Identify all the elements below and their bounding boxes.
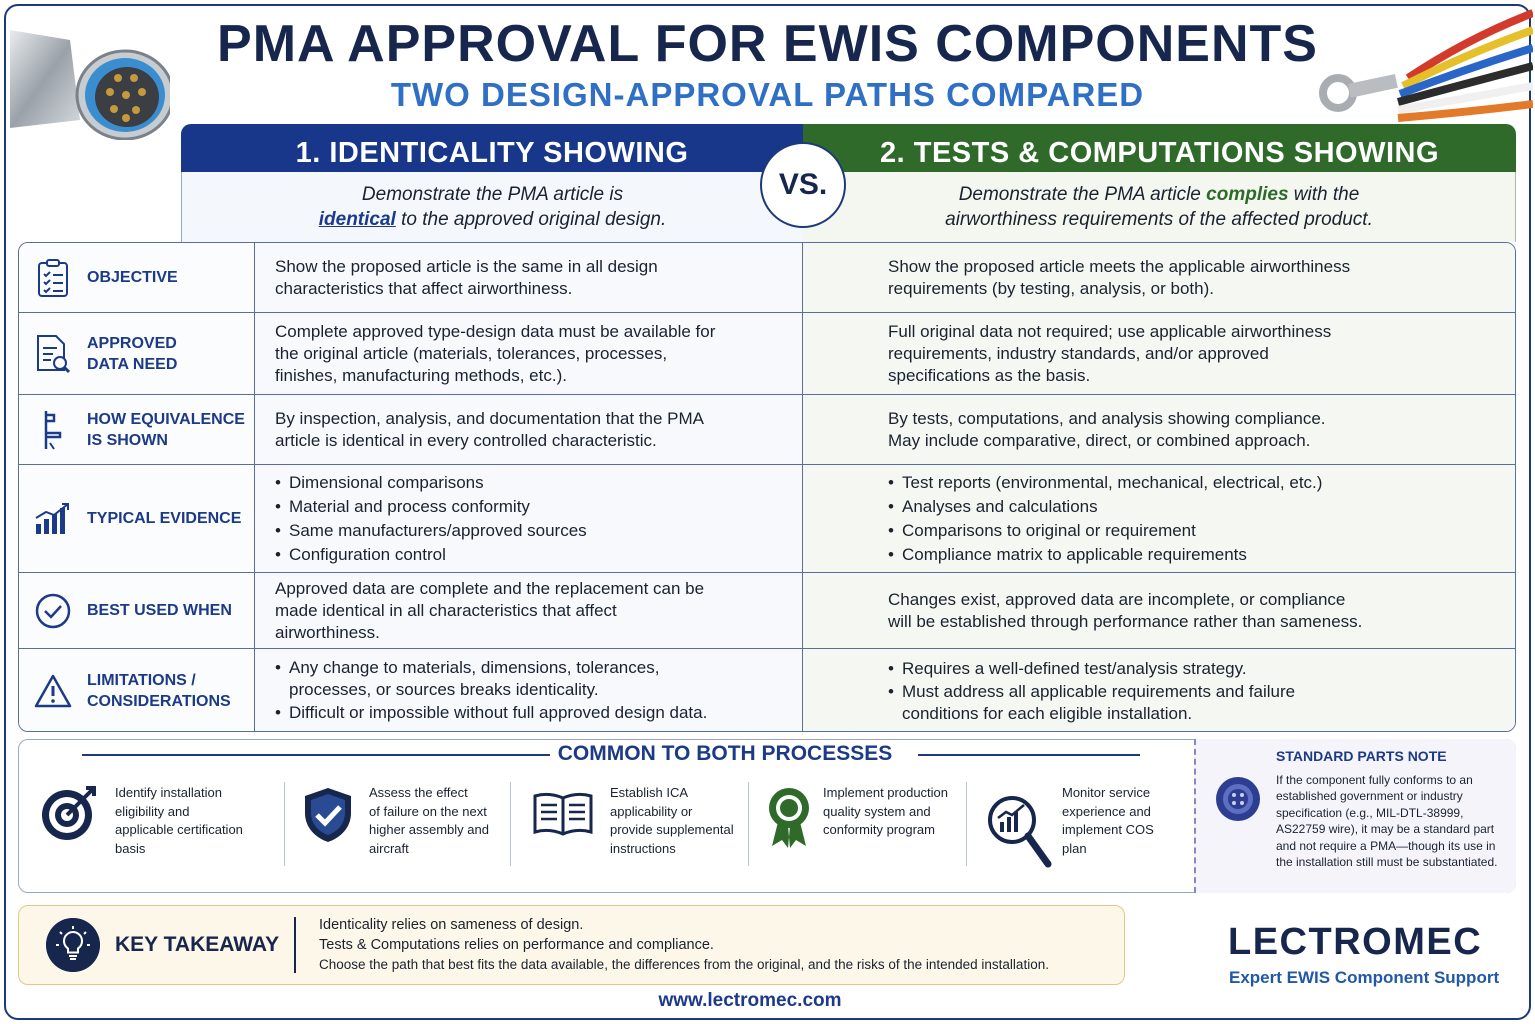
caliper-icon — [19, 409, 87, 451]
bullet-item: • Test reports (environmental, mechanical, electrical, etc.) — [888, 471, 1516, 495]
bullet-item: • Same manufacturers/approved sources — [275, 519, 802, 543]
common-item-divider — [748, 782, 749, 866]
brand-tagline: Expert EWIS Component Support — [1229, 968, 1500, 987]
table-row — [19, 243, 1516, 313]
key-takeaway-divider — [294, 917, 296, 973]
tests-cell: Changes exist, approved data are incomplete, or compliance will be established through performance rather than sameness. — [803, 573, 1516, 648]
path1-heading: 1. IDENTICALITY SHOWING — [181, 124, 803, 182]
vs-badge: VS. — [760, 142, 846, 228]
note-body: If the component fully conforms to an established government or industry specification (e.g., MIL-DTL-38999, AS22759 wire), it may be a standard part and not require a PMA—though its use in the installation still must be substantiated. — [1276, 773, 1498, 870]
identicality-cell — [255, 649, 803, 732]
bullet-item: • Compliance matrix to applicable requirements — [888, 543, 1516, 567]
table-row — [19, 313, 1516, 395]
row-label: OBJECTIVE — [87, 269, 178, 286]
bullet-item: • Dimensional comparisons — [275, 471, 802, 495]
row-label: LIMITATIONS / CONSIDERATIONS — [87, 672, 231, 710]
website-link[interactable]: www.lectromec.com — [658, 990, 842, 1011]
open-book-icon — [532, 790, 594, 843]
common-item-text: Assess the effect of failure on the next higher assembly and aircraft — [369, 785, 489, 856]
tests-cell — [803, 649, 1516, 732]
bar-chart-icon — [19, 502, 87, 536]
row-label-cell — [19, 649, 255, 732]
warning-triangle-icon — [19, 673, 87, 709]
tests-cell: Full original data not required; use applicable airworthiness requirements, industry standards, and/or approved specifications as the basis. — [803, 313, 1516, 394]
table-row — [19, 395, 1516, 465]
takeaway-line-2: Tests & Computations relies on performance and compliance. — [319, 937, 714, 953]
identicality-cell — [255, 465, 803, 572]
lightbulb-icon — [46, 918, 100, 972]
row-label: APPROVED DATA NEED — [87, 334, 178, 373]
key-takeaway-title: KEY TAKEAWAY — [115, 933, 280, 956]
row-label: HOW EQUIVALENCE IS SHOWN — [87, 410, 245, 449]
shield-check-icon — [302, 786, 354, 849]
common-item-text: Implement production quality system and conformity program — [823, 785, 949, 837]
row-label-cell — [19, 573, 255, 648]
identicality-cell: By inspection, analysis, and documentation that the PMA article is identical in every controlled characteristic. — [255, 395, 803, 464]
clipboard-checklist-icon — [19, 258, 87, 298]
path2-heading: 2. TESTS & COMPUTATIONS SHOWING — [803, 124, 1516, 182]
common-item-divider — [284, 782, 285, 866]
row-label-cell — [19, 313, 255, 394]
row-label-cell — [19, 243, 255, 312]
bullet-item: • Comparisons to original or requirement — [888, 519, 1516, 543]
table-row — [19, 573, 1516, 649]
row-label-cell — [19, 465, 255, 572]
bullet-item: • Any change to materials, dimensions, tolerances, processes, or sources breaks identicality. — [275, 657, 802, 701]
row-label: BEST USED WHEN — [87, 602, 232, 619]
identicality-cell: Approved data are complete and the replacement can be made identical in all characteristics that affect airworthiness. — [255, 573, 803, 648]
table-row — [19, 649, 1516, 732]
tests-cell — [803, 465, 1516, 572]
page-subtitle: TWO DESIGN-APPROVAL PATHS COMPARED — [390, 76, 1145, 113]
page-title: PMA APPROVAL FOR EWIS COMPONENTS — [217, 15, 1318, 73]
path2-intro: Demonstrate the PMA article complies with the airworthiness requirements of the affected product. — [803, 172, 1516, 242]
target-icon — [40, 784, 98, 847]
tests-cell: Show the proposed article meets the applicable airworthiness requirements (by testing, analysis, or both). — [803, 243, 1516, 312]
common-item-text: Identify installation eligibility and applicable certification basis — [115, 785, 243, 856]
award-ribbon-icon — [766, 786, 812, 853]
common-item-divider — [510, 782, 511, 866]
bullet-item: • Configuration control — [275, 543, 802, 567]
takeaway-line-3: Choose the path that best fits the data available, the differences from the original, and the risks of the intended installation. — [319, 957, 1049, 972]
row-label-cell — [19, 395, 255, 464]
tests-cell: By tests, computations, and analysis showing compliance. May include comparative, direct, or combined approach. — [803, 395, 1516, 464]
brand-logo: LECTROMEC — [1228, 921, 1483, 963]
path1-intro: Demonstrate the PMA article is identical to the approved original design. — [181, 172, 803, 242]
bullet-item: • Analyses and calculations — [888, 495, 1516, 519]
check-circle-icon — [19, 592, 87, 630]
takeaway-line-1: Identicality relies on sameness of design. — [319, 917, 584, 933]
common-item-text: Establish ICA applicability or provide supplemental instructions — [610, 785, 734, 856]
magnifier-chart-icon — [986, 794, 1052, 873]
bullet-item: • Must address all applicable requirements and failure conditions for each eligible installation. — [888, 681, 1516, 725]
comparison-table — [18, 242, 1516, 732]
bullet-item: • Requires a well-defined test/analysis strategy. — [888, 657, 1516, 681]
row-label: TYPICAL EVIDENCE — [87, 510, 242, 527]
bullet-item: • Difficult or impossible without full approved design data. — [275, 701, 802, 725]
common-item-text: Monitor service experience and implement COS plan — [1062, 785, 1154, 856]
table-row — [19, 465, 1516, 573]
bullet-item: • Material and process conformity — [275, 495, 802, 519]
document-search-icon — [19, 333, 87, 375]
connector-icon — [1213, 774, 1263, 824]
note-title: STANDARD PARTS NOTE — [1276, 748, 1447, 764]
identicality-cell: Complete approved type-design data must be available for the original article (materials, tolerances, processes, finishes, manufacturing methods, etc.). — [255, 313, 803, 394]
common-item-divider — [966, 782, 967, 866]
common-title: COMMON TO BOTH PROCESSES — [557, 742, 893, 765]
identicality-cell: Show the proposed article is the same in all design characteristics that affect airworthiness. — [255, 243, 803, 312]
